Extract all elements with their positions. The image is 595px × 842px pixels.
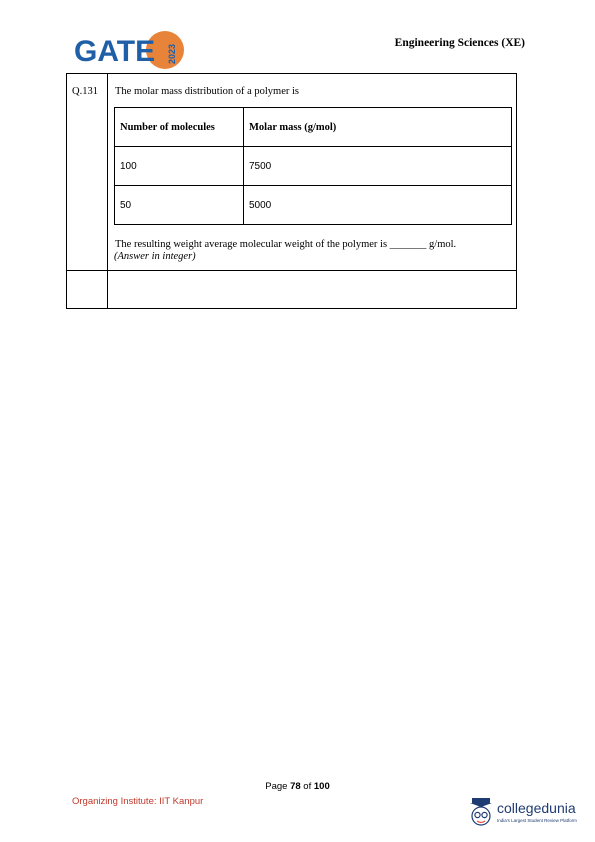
data-table [114, 107, 512, 225]
collegedunia-wordmark: collegedunia [497, 800, 576, 816]
empty-cell [108, 271, 517, 309]
table-cell: 50 [115, 186, 244, 225]
table-row [115, 186, 512, 225]
table-cell: 7500 [244, 147, 512, 186]
page-of: of [300, 781, 314, 792]
empty-cell [67, 271, 108, 309]
table-cell: 100 [115, 147, 244, 186]
collegedunia-tagline: India's Largest Student Review Platform [497, 818, 577, 823]
column-header-molecules: Number of molecules [115, 108, 244, 147]
empty-row [67, 271, 517, 309]
question-body [108, 74, 517, 271]
question-number: Q.131 [67, 74, 108, 271]
table-cell: 5000 [244, 186, 512, 225]
answer-prompt: The resulting weight average molecular weight of the polymer is _______ g/mol. [115, 239, 457, 250]
page-current: 78 [290, 781, 301, 792]
mascot-icon [466, 796, 496, 832]
page-total: 100 [313, 781, 330, 792]
logo-year: 2023 [167, 43, 177, 64]
page-number [0, 781, 595, 792]
table-header-row [115, 108, 512, 147]
gate-logo-graphic [72, 28, 184, 72]
question-row [67, 74, 517, 271]
gate-2023-logo [72, 28, 184, 72]
page-prefix: Page [265, 781, 291, 792]
question-stem: The molar mass distribution of a polymer is [115, 86, 300, 97]
paper-title: Engineering Sciences (XE) [394, 37, 525, 49]
column-header-molar-mass: Molar mass (g/mol) [244, 108, 512, 147]
answer-hint: (Answer in integer) [114, 251, 196, 262]
organizing-institute: Organizing Institute: IIT Kanpur [72, 796, 204, 807]
logo-text: GATE [74, 35, 156, 68]
question-table [66, 73, 517, 309]
table-row [115, 147, 512, 186]
